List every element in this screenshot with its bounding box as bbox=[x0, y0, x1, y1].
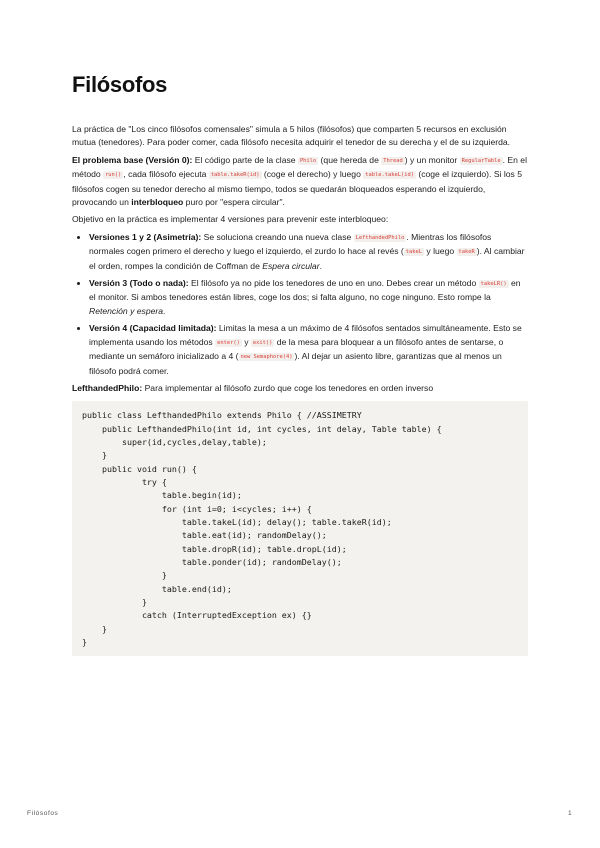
list-item-version-3: • Versión 3 (Todo o nada): El filósofo ya no pide los tenedores de uno en uno. Debes crear un método takeLR() en el monitor. Si ambos tenedores están libres, coge los dos; si falta alguno, no coge ninguno. Esto rompe la Retención y espera. bbox=[89, 277, 528, 318]
inline-code: run() bbox=[105, 172, 122, 179]
objective-paragraph: Objetivo en la práctica es implementar 4 versiones para prevenir este interbloqueo: bbox=[72, 214, 389, 225]
footer-title: Filósofos bbox=[27, 810, 59, 817]
base-problem-label: El problema base (Versión 0): bbox=[72, 154, 193, 165]
inline-code: takeL bbox=[405, 249, 423, 256]
list-item-version-4: • Versión 4 (Capacidad limitada): Limitas la mesa a un máximo de 4 filósofos sentados simultáneamente. Esto se implementa usando los métodos enter() y exit() de la mesa para bloquear a un filósofo antes de sentarse, o mediante un semáforo inicializado a 4 ( new Semaphore(4) ). Al dejar un asiento libre, garantizas que al menos un filósofo podrá comer. bbox=[89, 322, 528, 378]
inline-code: LefthandedPhilo bbox=[355, 234, 405, 241]
versions-list bbox=[72, 231, 528, 378]
inline-code: exit() bbox=[252, 339, 273, 346]
inline-code: new Semaphore(4) bbox=[240, 354, 293, 361]
document-body bbox=[72, 123, 528, 656]
interbloqueo-emphasis: interbloqueo bbox=[131, 197, 184, 208]
inline-code: Thread bbox=[383, 157, 403, 164]
inline-code: table.takeL(id) bbox=[365, 172, 414, 179]
inline-code: takeLR() bbox=[480, 281, 507, 288]
intro-paragraph: La práctica de "Los cinco filósofos comensales" simula a 5 hilos (filósofos) que comparten 5 recursos en exclusión mutua (tenedores). Para poder comer, cada filósofo necesita adquirir el tenedor de su derecha y el de su izquierda. bbox=[72, 124, 511, 148]
page-number: 1 bbox=[568, 810, 572, 817]
code-block: public class LefthandedPhilo extends Philo { //ASSIMETRY public LefthandedPhilo(int id, int cycles, int delay, Table table) { super(id,cycles,delay,table); } public void run() { try { table.begin(id); for (int i=0; i<cycles; i++) { table.takeL(id); delay(); table.takeR(id); table.eat(id); randomDelay(); table.dropR(id); table.dropL(id); table.ponder(id); randomDelay(); } table.end(id); } catch (InterruptedException ex) {} } } bbox=[72, 401, 528, 655]
list-item-version-1-2: • Versiones 1 y 2 (Asimetría): Se soluciona creando una nueva clase LefthandedPhilo . Mientras los filósofos normales cogen primero el derecho y luego el izquierdo, el zurdo lo hace al revés ( takeL y luego takeR ). Al cambiar el orden, rompes la condición de Coffman de Espera circular. bbox=[89, 231, 528, 273]
inline-code: takeR bbox=[458, 249, 475, 256]
lefthanded-paragraph: LefthandedPhilo: Para implementar al filósofo zurdo que coge los tenedores en orden inverso bbox=[72, 382, 434, 393]
inline-code: table.takeR(id) bbox=[210, 172, 260, 179]
base-problem-paragraph: El problema base (Versión 0): El código parte de la clase Philo (que hereda de Thread ) y un monitor RegularTable . En el método run() , cada filósofo ejecuta table.takeR(id) (coge el derecho) y luego table.takeL(id) (coge el izquierdo). Si los 5 filósofos cogen su tenedor derecho al mismo tiempo, todos se quedarán bloqueados esperando el izquierdo, provocando un interbloqueo puro por "espera circular". bbox=[72, 154, 527, 208]
page-title: Filósofos bbox=[72, 72, 168, 97]
inline-code: Philo bbox=[299, 157, 317, 164]
inline-code: enter() bbox=[217, 339, 240, 346]
inline-code: RegularTable bbox=[461, 157, 501, 164]
